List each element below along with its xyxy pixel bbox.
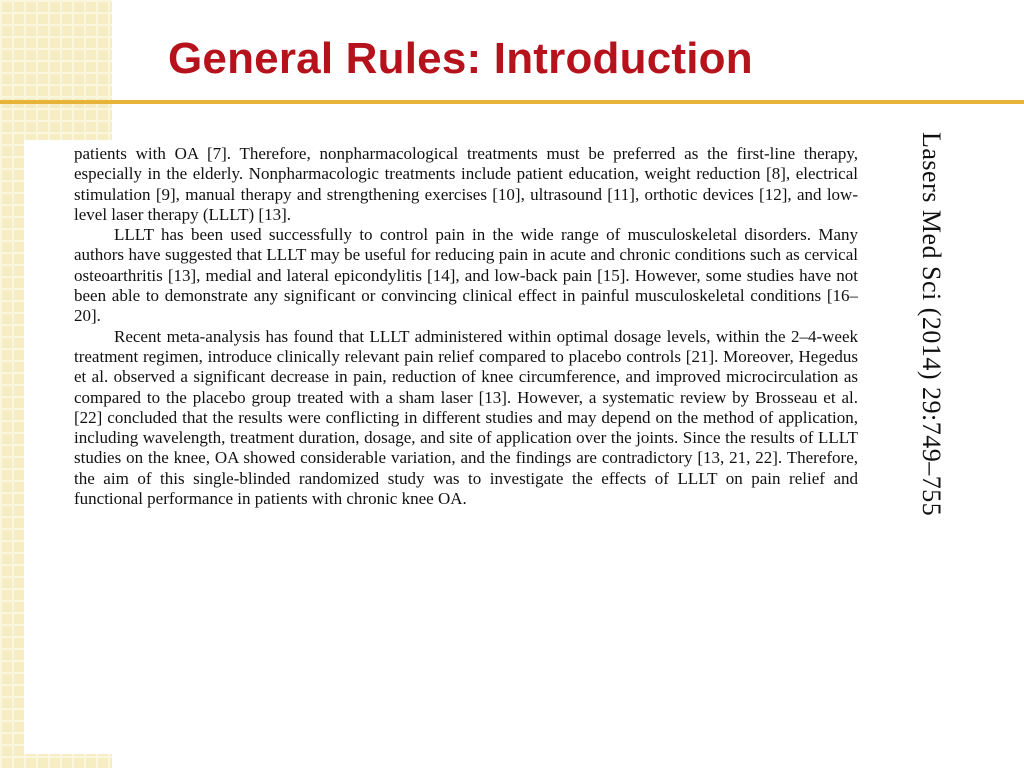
title-divider — [0, 100, 1024, 104]
journal-citation: Lasers Med Sci (2014) 29:749–755 — [917, 132, 946, 517]
excerpt-paragraph-1: patients with OA [7]. Therefore, nonpharmacological treatments must be preferred as the first-line therapy, especially in the elderly. Nonpharmacologic treatments include patient education, weight reduction [8], electrical stimulation [9], manual therapy and strengthening exercises [10], ultrasound [11], orthotic devices [12], and low-level laser therapy (LLLT) [13]. — [74, 144, 858, 224]
excerpt-paragraph-2: LLLT has been used successfully to control pain in the wide range of musculoskeletal disorders. Many authors have suggested that LLLT may be useful for reducing pain in acute and chronic conditions such as cervical osteoarthritis [13], medial and lateral epicondylitis [14], and low-back pain [15]. However, some studies have not been able to demonstrate any significant or convincing clinical effect in painful musculoskeletal conditions [16–20]. — [74, 225, 858, 326]
slide-title: General Rules: Introduction — [168, 34, 753, 83]
article-excerpt — [74, 144, 858, 509]
excerpt-paragraph-3: Recent meta-analysis has found that LLLT administered within optimal dosage levels, within the 2–4-week treatment regimen, introduce clinically relevant pain relief compared to placebo controls [21]. Moreover, Hegedus et al. observed a significant decrease in pain, reduction of knee circumference, and improved microcirculation as compared to the placebo group treated with a sham laser [13]. However, a systematic review by Brosseau et al. [22] concluded that the results were conflicting in different studies and may depend on the method of application, including wavelength, treatment duration, dosage, and site of application over the joints. Since the results of LLLT studies on the knee, OA showed considerable variation, and the findings are contradictory [13, 21, 22]. Therefore, the aim of this single-blinded randomized study was to investigate the effects of LLLT on pain relief and functional performance in patients with chronic knee OA. — [74, 326, 858, 509]
